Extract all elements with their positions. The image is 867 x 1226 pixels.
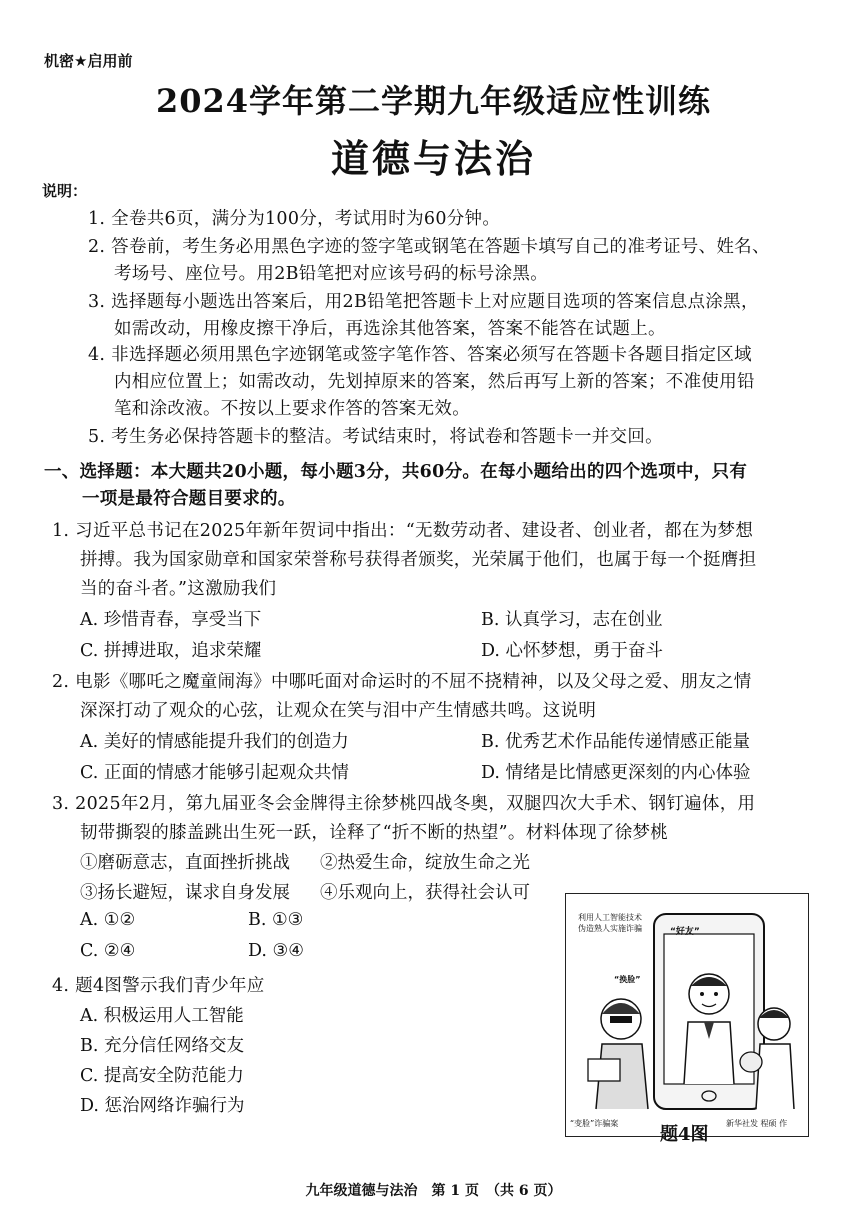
notes-label: 说明： xyxy=(42,182,88,200)
section-heading: 一、选择题：本大题共20小题，每小题3分，共60分。在每小题给出的四个选项中，只有 xyxy=(44,462,748,482)
question-3-option-a[interactable]: A. ①② xyxy=(80,910,136,930)
question-1-option-c[interactable]: C. 拼搏进取，追求荣耀 xyxy=(80,641,262,661)
confidential-mark: 机密★启用前 xyxy=(44,52,133,70)
question-2-option-b[interactable]: B. 优秀艺术作品能传递情感正能量 xyxy=(481,732,750,752)
question-4-stem: 4. 题4图警示我们青少年应 xyxy=(52,976,265,996)
question-2-stem: 深深打动了观众的心弦，让观众在笑与泪中产生情感共鸣。这说明 xyxy=(80,701,597,721)
question-3-statement-4: ④乐观向上，获得社会认可 xyxy=(320,883,530,903)
note-line: 1. 全卷共6页，满分为100分，考试用时为60分钟。 xyxy=(88,209,501,229)
note-line: 2. 答卷前，考生务必用黑色字迹的签字笔或钢笔在答题卡填写自己的准考证号、姓名、 xyxy=(88,237,770,257)
figure-4-caption: 题4图 xyxy=(660,1124,709,1145)
note-line: 3. 选择题每小题选出答案后，用2B铅笔把答题卡上对应题目选项的答案信息点涂黑， xyxy=(88,292,759,312)
section-heading-cont: 一项是最符合题目要求的。 xyxy=(82,489,296,509)
phone-label: “好友” xyxy=(670,927,700,937)
exam-title: 2024学年第二学期九年级适应性训练 xyxy=(155,82,712,120)
question-2-stem: 2. 电影《哪吒之魔童闹海》中哪吒面对命运时的不屈不挠精神，以及父母之爱、朋友之情 xyxy=(52,672,752,692)
question-2-option-a[interactable]: A. 美好的情感能提升我们的创造力 xyxy=(80,732,349,752)
question-4-option-c[interactable]: C. 提高安全防范能力 xyxy=(80,1066,244,1086)
note-line: 5. 考生务必保持答题卡的整洁。考试结束时，将试卷和答题卡一并交回。 xyxy=(88,427,663,447)
question-3-option-c[interactable]: C. ②④ xyxy=(80,941,136,961)
page-footer: 九年级道德与法治 第 1 页 （共 6 页） xyxy=(305,1183,562,1199)
question-2-option-d[interactable]: D. 情绪是比情感更深刻的内心体验 xyxy=(481,763,751,783)
question-3-option-b[interactable]: B. ①③ xyxy=(248,910,304,930)
question-3-stem: 韧带撕裂的膝盖跳出生死一跃，诠释了“折不断的热望”。材料体现了徐梦桃 xyxy=(80,823,669,843)
speech-bubble-line: 利用人工智能技术 xyxy=(578,913,642,922)
question-1-option-a[interactable]: A. 珍惜青春，享受当下 xyxy=(80,610,262,630)
cartoon-left-note: “变脸”诈骗案 xyxy=(570,1119,619,1128)
question-3-statement-2: ②热爱生命，绽放生命之光 xyxy=(320,853,530,873)
question-4-option-d[interactable]: D. 惩治网络诈骗行为 xyxy=(80,1096,245,1116)
cartoon-credit: 新华社发 程硕 作 xyxy=(726,1119,788,1128)
question-2-option-c[interactable]: C. 正面的情感才能够引起观众共情 xyxy=(80,763,349,783)
question-3-option-d[interactable]: D. ③④ xyxy=(248,941,304,961)
question-3-statement-1: ①磨砺意志，直面挫折挑战 xyxy=(80,853,290,873)
note-line: 如需改动，用橡皮擦干净后，再选涂其他答案，答案不能答在试题上。 xyxy=(114,319,666,339)
question-1-option-d[interactable]: D. 心怀梦想，勇于奋斗 xyxy=(481,641,664,661)
note-line: 笔和涂改液。不按以上要求作答的答案无效。 xyxy=(114,399,470,419)
figure-4-cartoon xyxy=(565,893,809,1137)
question-1-stem: 当的奋斗者。”这激励我们 xyxy=(80,579,277,599)
question-4-option-b[interactable]: B. 充分信任网络交友 xyxy=(80,1036,244,1056)
face-swap-tag: “换脸” xyxy=(614,975,641,984)
question-1-option-b[interactable]: B. 认真学习，志在创业 xyxy=(481,610,663,630)
question-3-statement-3: ③扬长避短，谋求自身发展 xyxy=(80,883,290,903)
speech-bubble-line: 伪造熟人实施诈骗 xyxy=(578,924,642,933)
question-1-stem: 拼搏。我为国家勋章和国家荣誉称号获得者颁奖，光荣属于他们，也属于每一个挺膺担 xyxy=(80,550,757,570)
note-line: 内相应位置上；如需改动，先划掉原来的答案，然后再写上新的答案；不准使用铅 xyxy=(114,372,755,392)
note-line: 4. 非选择题必须用黑色字迹钢笔或签字笔作答、答案必须写在答题卡各题目指定区域 xyxy=(88,345,752,365)
question-1-stem: 1. 习近平总书记在2025年新年贺词中指出：“无数劳动者、建设者、创业者，都在为梦想 xyxy=(52,521,754,541)
note-line: 考场号、座位号。用2B铅笔把对应该号码的标号涂黑。 xyxy=(114,264,548,284)
question-4-option-a[interactable]: A. 积极运用人工智能 xyxy=(80,1006,244,1026)
question-3-stem: 3. 2025年2月，第九届亚冬会金牌得主徐梦桃四战冬奥，双腿四次大手术、钢钉遍体，用 xyxy=(52,794,756,814)
subject-title: 道德与法治 xyxy=(330,136,536,181)
